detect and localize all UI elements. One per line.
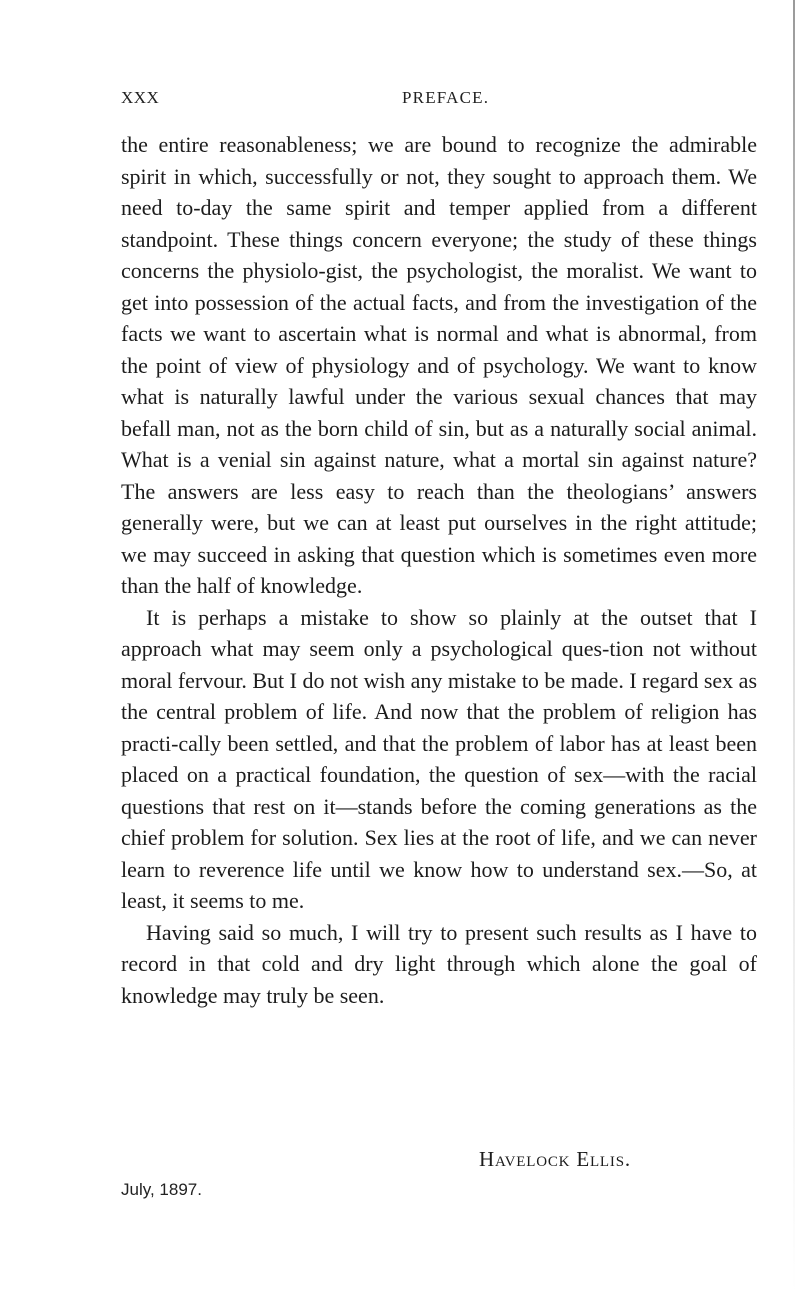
running-title: PREFACE.	[402, 88, 490, 107]
body-text	[121, 129, 757, 1011]
paragraph-3: Having said so much, I will try to present such results as I have to record in that cold and dry light through which alone the goal of knowledge may truly be seen.	[121, 919, 757, 1008]
paragraph-1: the entire reasonableness; we are bound to recognize the admirable spirit in which, successfully or not, they sought to approach them. We need to-day the same spirit and temper applied from a different standpoint. These things concern everyone; the study of these things concerns the physiolo-gist, the psychologist, the moralist. We want to get into possession of the actual facts, and from the investigation of the facts we want to ascertain what is normal and what is abnormal, from the point of view of physiology and of psychology. We want to know what is naturally lawful under the various sexual chances that may befall man, not as the born child of sin, but as a naturally social animal. What is a venial sin against nature, what a mortal sin against nature? The answers are less easy to reach than the theologians’ answers generally were, but we can at least put ourselves in the right attitude; we may succeed in asking that question which is sometimes even more than the half of knowledge.	[121, 132, 757, 598]
author-signature: Havelock Ellis.	[479, 1147, 631, 1171]
paragraph-2: It is perhaps a mistake to show so plainly at the outset that I approach what may seem only a psychological ques-tion not without moral fervour. But I do not wish any mistake to be made. I regard sex as the central problem of life. And now that the problem of religion has practi-cally been settled, and that the problem of labor has at least been placed on a practical foundation, the question of sex—with the racial questions that rest on it—stands before the coming generations as the chief problem for solution. Sex lies at the root of life, and we can never learn to reverence life until we know how to understand sex.—So, at least, it seems to me.	[121, 604, 758, 913]
page-number: XXX	[121, 88, 160, 107]
page-edge-line	[793, 0, 795, 1295]
preface-date: July, 1897.	[121, 1180, 202, 1199]
running-head	[0, 88, 800, 112]
